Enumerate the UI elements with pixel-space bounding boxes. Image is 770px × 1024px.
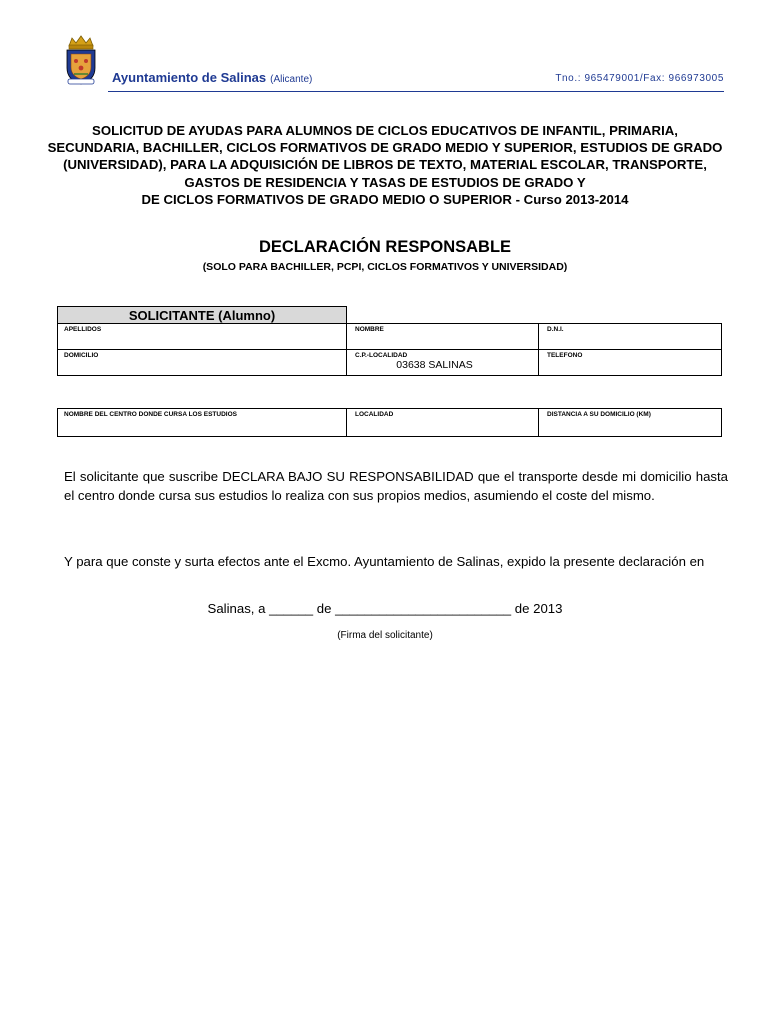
apellidos-field[interactable] xyxy=(57,323,347,350)
closing-paragraph: Y para que conste y surta efectos ante el Excmo. Ayuntamiento de Salinas, expido la presente declaración en xyxy=(64,554,705,569)
title-line: SECUNDARIA, BACHILLER, CICLOS FORMATIVOS DE GRADO MEDIO Y SUPERIOR, ESTUDIOS DE GRADO xyxy=(47,140,723,156)
centro-label: NOMBRE DEL CENTRO DONDE CURSA LOS ESTUDIOS xyxy=(64,411,237,418)
cp-localidad-field[interactable] xyxy=(346,349,539,376)
document-title xyxy=(40,122,730,208)
localidad-label: LOCALIDAD xyxy=(355,411,394,418)
header-divider xyxy=(108,91,724,92)
date-line: Salinas, a ______ de ________________________ de 2013 xyxy=(207,601,563,616)
title-line: (UNIVERSIDAD), PARA LA ADQUISICIÓN DE LIBROS DE TEXTO, MATERIAL ESCOLAR, TRANSPORTE, xyxy=(63,157,707,173)
domicilio-label: DOMICILIO xyxy=(64,352,99,359)
declaration-subheading: (SOLO PARA BACHILLER, PCPI, CICLOS FORMATIVOS Y UNIVERSIDAD) xyxy=(202,261,568,273)
declaration-heading: DECLARACIÓN RESPONSABLE xyxy=(258,238,512,256)
coat-of-arms-icon xyxy=(62,34,100,86)
organization-title: Ayuntamiento de Salinas xyxy=(112,70,267,85)
centro-field[interactable] xyxy=(57,408,347,437)
apellidos-label: APELLIDOS xyxy=(64,326,102,333)
distancia-label: DISTANCIA A SU DOMICILIO (KM) xyxy=(547,411,651,418)
nombre-field[interactable] xyxy=(346,323,539,350)
contact-info: Tno.: 965479001/Fax: 966973005 xyxy=(555,73,724,84)
telefono-label: TELEFONO xyxy=(547,352,583,359)
signature-note: (Firma del solicitante) xyxy=(337,630,433,641)
organization-province: (Alicante) xyxy=(270,74,313,85)
title-line: SOLICITUD DE AYUDAS PARA ALUMNOS DE CICLOS EDUCATIVOS DE INFANTIL, PRIMARIA, xyxy=(92,123,678,138)
applicant-section-title: SOLICITANTE (Alumno) xyxy=(128,308,276,323)
telefono-field[interactable] xyxy=(538,349,722,376)
organization-name xyxy=(112,70,312,85)
cp-localidad-label: C.P.-LOCALIDAD xyxy=(355,352,408,359)
nombre-label: NOMBRE xyxy=(355,326,384,333)
title-line: GASTOS DE RESIDENCIA Y TASAS DE ESTUDIOS DE GRADO Y xyxy=(184,174,586,190)
title-line: DE CICLOS FORMATIVOS DE GRADO MEDIO O SUPERIOR - Curso 2013-2014 xyxy=(141,191,629,207)
localidad-field[interactable] xyxy=(346,408,539,437)
declaration-paragraph: El solicitante que suscribe DECLARA BAJO SU RESPONSABILIDAD que el transporte desde mi domicilio hasta el centro donde cursa sus estudios lo realiza con sus propios medios, asumiendo el coste del mismo. xyxy=(64,469,728,503)
cp-localidad-value: 03638 SALINAS xyxy=(396,359,473,371)
dni-field[interactable] xyxy=(538,323,722,350)
distancia-field[interactable] xyxy=(538,408,722,437)
dni-label: D.N.I. xyxy=(547,326,564,333)
domicilio-field[interactable] xyxy=(57,349,347,376)
applicant-section-header xyxy=(57,306,347,324)
